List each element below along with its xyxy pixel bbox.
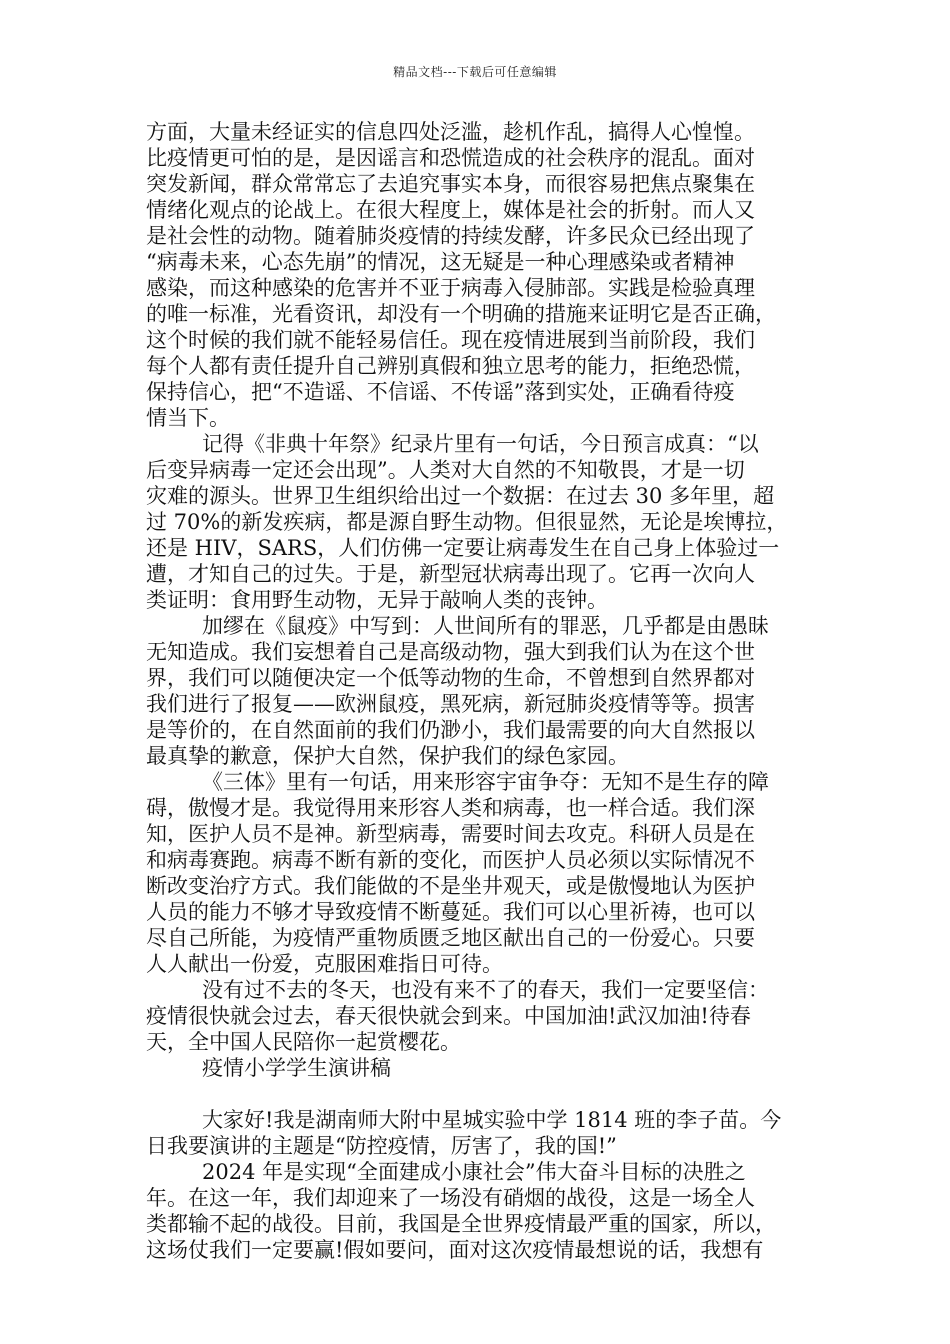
text-line: 《三体》里有一句话，用来形容宇宙争夺：无知不是生存的障 [202, 770, 769, 794]
text-line: 的唯一标准，光看资讯，却没有一个明确的措施来证明它是否正确， [146, 302, 776, 326]
text-line: 这个时候的我们就不能轻易信任。现在疫情进展到当前阶段，我们 [146, 328, 755, 352]
document-body [146, 119, 818, 1263]
text-line: 是社会性的动物。随着肺炎疫情的持续发酵，许多民众已经出现了 [146, 224, 755, 248]
text-line: 无知造成。我们妄想着自己是高级动物，强大到我们认为在这个世 [146, 640, 755, 664]
text-line: 碍，傲慢才是。我觉得用来形容人类和病毒，也一样合适。我们深 [146, 796, 755, 820]
text-line: 尽自己所能，为疫情严重物质匮乏地区献出自己的一份爱心。只要 [146, 926, 755, 950]
text-line: 后变异病毒一定还会出现”。人类对大自然的不知敬畏，才是一切 [146, 458, 745, 482]
text-line: 还是 HIV，SARS，人们仿佛一定要让病毒发生在自己身上体验过一 [146, 536, 780, 560]
text-line: 类都输不起的战役。目前，我国是全世界疫情最严重的国家，所以， [146, 1212, 776, 1236]
text-line: 我们进行了报复——欧洲鼠疫，黑死病，新冠肺炎疫情等等。损害 [146, 692, 755, 716]
text-line: 方面，大量未经证实的信息四处泛滥，趁机作乱，搞得人心惶惶。 [146, 120, 755, 144]
text-line: “病毒未来，心态先崩”的情况，这无疑是一种心理感染或者精神 [146, 250, 735, 274]
text-line: 疫情很快就会过去，春天很快就会到来。中国加油!武汉加油!待春 [146, 1004, 751, 1028]
text-line: 天，全中国人民陪你一起赏樱花。 [146, 1030, 461, 1054]
text-line: 大家好!我是湖南师大附中星城实验中学 1814 班的李子苗。今 [202, 1108, 782, 1132]
text-line [146, 1081, 818, 1107]
text-line: 人人献出一份爱，克服困难指日可待。 [146, 952, 503, 976]
text-line: 情当下。 [146, 406, 230, 430]
text-line: 人员的能力不够才导致疫情不断蔓延。我们可以心里祈祷，也可以 [146, 900, 755, 924]
text-line: 知，医护人员不是神。新型病毒，需要时间去攻克。科研人员是在 [146, 822, 755, 846]
text-line: 界，我们可以随便决定一个低等动物的生命，不曾想到自然界都对 [146, 666, 755, 690]
text-line: 情绪化观点的论战上。在很大程度上，媒体是社会的折射。而人又 [146, 198, 755, 222]
text-line: 断改变治疗方式。我们能做的不是坐井观天，或是傲慢地认为医护 [146, 874, 755, 898]
text-line: 疫情小学学生演讲稿 [202, 1056, 391, 1080]
page-header: 精品文档---下载后可任意编辑 [393, 65, 557, 79]
text-line: 每个人都有责任提升自己辨别真假和独立思考的能力，拒绝恐慌， [146, 354, 755, 378]
text-line: 没有过不去的冬天，也没有来不了的春天，我们一定要坚信： [202, 978, 769, 1002]
text-line: 年。在这一年，我们却迎来了一场没有硝烟的战役，这是一场全人 [146, 1186, 755, 1210]
text-line: 灾难的源头。世界卫生组织给出过一个数据：在过去 30 多年里，超 [146, 484, 775, 508]
text-line: 过 70%的新发疾病，都是源自野生动物。但很显然，无论是埃博拉， [146, 510, 788, 534]
text-line: 突发新闻，群众常常忘了去追究事实本身，而很容易把焦点聚集在 [146, 172, 755, 196]
text-line: 和病毒赛跑。病毒不断有新的变化，而医护人员必须以实际情况不 [146, 848, 755, 872]
text-line: 比疫情更可怕的是，是因谣言和恐慌造成的社会秩序的混乱。面对 [146, 146, 755, 170]
text-line: 记得《非典十年祭》纪录片里有一句话，今日预言成真：“以 [202, 432, 759, 456]
text-line: 类证明：食用野生动物，无异于敲响人类的丧钟。 [146, 588, 608, 612]
text-line: 加缪在《鼠疫》中写到：人世间所有的罪恶，几乎都是由愚昧 [202, 614, 769, 638]
text-line: 最真挚的歉意，保护大自然，保护我们的绿色家园。 [146, 744, 629, 768]
text-line: 日我要演讲的主题是“防控疫情，厉害了，我的国!” [146, 1134, 617, 1158]
text-line: 2024 年是实现“全面建成小康社会”伟大奋斗目标的决胜之 [202, 1160, 746, 1184]
text-line: 保持信心，把“不造谣、不信谣、不传谣”落到实处，正确看待疫 [146, 380, 735, 404]
text-line: 感染，而这种感染的危害并不亚于病毒入侵肺部。实践是检验真理 [146, 276, 755, 300]
text-line: 遭，才知自己的过失。于是，新型冠状病毒出现了。它再一次向人 [146, 562, 755, 586]
text-line: 这场仗我们一定要赢!假如要问，面对这次疫情最想说的话，我想有 [146, 1238, 764, 1262]
text-line: 是等价的，在自然面前的我们仍渺小，我们最需要的向大自然报以 [146, 718, 755, 742]
